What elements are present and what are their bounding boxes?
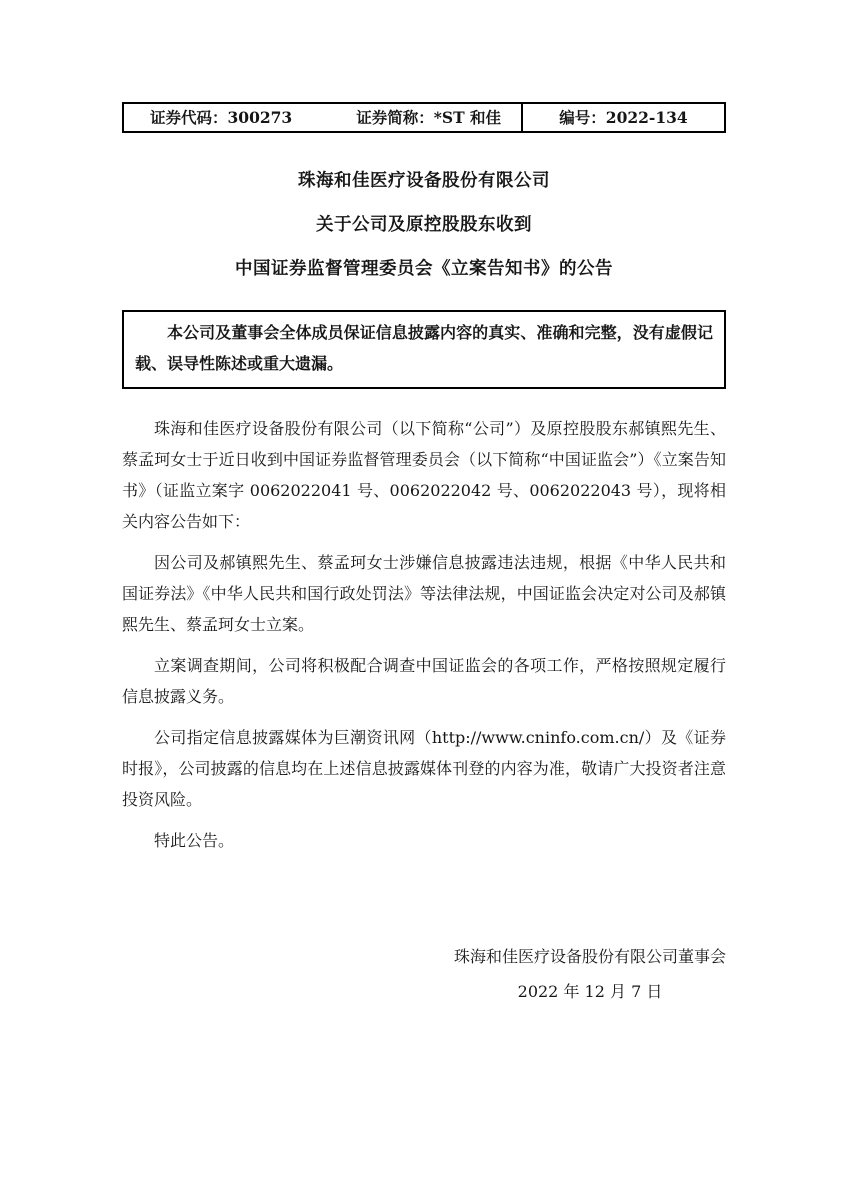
doc-number-cell <box>521 104 724 131</box>
title-line-subject: 关于公司及原控股股东收到 <box>316 215 532 235</box>
body-paragraph: 立案调查期间，公司将积极配合调查中国证监会的各项工作，严格按照规定履行信息披露义务。 <box>122 656 726 706</box>
signature-block <box>454 941 726 1007</box>
stock-abbr-label: 证券简称：*ST 和佳 <box>356 108 501 127</box>
body-paragraph: 珠海和佳医疗设备股份有限公司（以下简称“公司”）及原控股股东郝镇熙先生、蔡孟珂女士于近日收到中国证券监督管理委员会（以下简称“中国证监会”）《立案告知书》（证监立案字 0062022041 号、0062022042 号、0062022043 号），现将相关内容公告如下： <box>122 419 726 531</box>
stock-code-label: 证券代码：300273 <box>150 108 293 127</box>
announcement-document <box>122 0 726 1007</box>
body-paragraph: 特此公告。 <box>154 831 235 850</box>
body-paragraph: 因公司及郝镇熙先生、蔡孟珂女士涉嫌信息披露违法违规，根据《中华人民共和国证券法》《中华人民共和国行政处罚法》等法律法规，中国证监会决定对公司及郝镇熙先生、蔡孟珂女士立案。 <box>122 553 726 634</box>
disclaimer-text: 本公司及董事会全体成员保证信息披露内容的真实、准确和完整，没有虚假记载、误导性陈述或重大遗漏。 <box>135 323 713 373</box>
body-paragraph: 公司指定信息披露媒体为巨潮资讯网（http://www.cninfo.com.cn/）及《证券时报》，公司披露的信息均在上述信息披露媒体刊登的内容为准，敬请广大投资者注意投资风险。 <box>122 728 726 809</box>
title-line-company: 珠海和佳医疗设备股份有限公司 <box>298 171 550 191</box>
title-line-notice: 中国证券监督管理委员会《立案告知书》的公告 <box>235 259 613 279</box>
announcement-body <box>122 413 726 856</box>
stock-info-table <box>122 102 726 133</box>
stock-info-left-cell <box>124 104 521 131</box>
signature-company: 珠海和佳医疗设备股份有限公司董事会 <box>453 947 726 966</box>
doc-number-label: 编号：2022-134 <box>559 108 688 127</box>
disclaimer-box <box>122 310 726 389</box>
document-title <box>122 159 726 291</box>
signature-date: 2022 年 12 月 7 日 <box>517 982 663 1001</box>
